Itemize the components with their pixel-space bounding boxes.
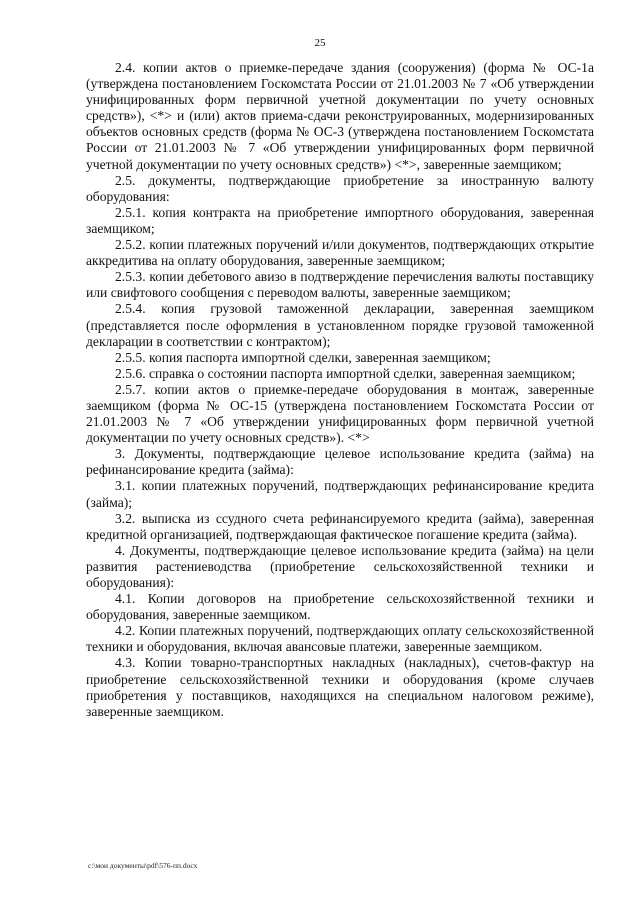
paragraph-4: 4. Документы, подтверждающие целевое использование кредита (займа) на цели развития растениеводства (приобретение сельскохозяйственной техники и оборудования): — [86, 542, 594, 590]
paragraph-2-5-1: 2.5.1. копия контракта на приобретение импортного оборудования, заверенная заемщиком; — [86, 204, 594, 236]
paragraph-2-5-2: 2.5.2. копии платежных поручений и/или документов, подтверждающих открытие аккредитива на оплату оборудования, заверенные заемщиком; — [86, 237, 594, 269]
paragraph-2-5-4: 2.5.4. копия грузовой таможенной декларации, заверенная заемщиком (представляется после оформления в установленном порядке грузовой таможенной декларации в соответствии с контрактом); — [86, 301, 594, 349]
paragraph-4-1: 4.1. Копии договоров на приобретение сельскохозяйственной техники и оборудования, заверенные заемщиком. — [86, 591, 594, 623]
paragraph-3-1: 3.1. копии платежных поручений, подтверждающих рефинансирование кредита (займа); — [86, 478, 594, 510]
page-number: 25 — [314, 37, 326, 49]
paragraph-4-2: 4.2. Копии платежных поручений, подтверждающих оплату сельскохозяйственной техники и оборудования, включая авансовые платежи, заверенные заемщиком. — [86, 623, 594, 655]
paragraph-4-3: 4.3. Копии товарно-транспортных накладных (накладных), счетов-фактур на приобретение сельскохозяйственной техники и оборудования (кроме случаев приобретения у поставщиков, находящихся на специальном налоговом режиме), заверенные заемщиком. — [86, 655, 594, 719]
paragraph-2-5-7: 2.5.7. копии актов о приемке-передаче оборудования в монтаж, заверенные заемщиком (форма № ОС-15 (утверждена постановлением Госкомстата России от 21.01.2003 № 7 «Об утверждении унифицированных форм первичной учетной документации по учету основных средств»). <*> — [86, 381, 594, 446]
paragraph-2-5-5: 2.5.5. копия паспорта импортной сделки, заверенная заемщиком; — [115, 349, 491, 365]
paragraph-2-5-6: 2.5.6. справка о состоянии паспорта импортной сделки, заверенная заемщиком; — [115, 365, 576, 381]
paragraph-2-5-3: 2.5.3. копии дебетового авизо в подтверждение перечисления валюты поставщику или свифтового сообщения с переводом валюты, заверенные заемщиком; — [86, 269, 594, 301]
paragraph-3: 3. Документы, подтверждающие целевое использование кредита (займа) на рефинансирование кредита (займа): — [86, 446, 594, 478]
document-body — [86, 60, 594, 720]
paragraph-3-2: 3.2. выписка из ссудного счета рефинансируемого кредита (займа), заверенная кредитной организацией, подтверждающая фактическое погашение кредита (займа). — [86, 510, 594, 542]
paragraph-2-4: 2.4. копии актов о приемке-передаче здания (сооружения) (форма № ОС-1а (утверждена постановлением Госкомстата России от 21.01.2003 № 7 «Об утверждении унифицированных форм первичной учетной документации по учету основных средств»), <*> и (или) актов приема-сдачи реконструированных, модернизированных объектов основных средств (форма № ОС-3 (утверждена постановлением Госкомстата России от 21.01.2003 № 7 «Об утверждении унифицированных форм первичной учетной документации по учету основных средств») <*>, заверенные заемщиком; — [86, 60, 594, 172]
paragraph-2-5: 2.5. документы, подтверждающие приобретение за иностранную валюту оборудования: — [86, 172, 594, 204]
footer-file-path: c:\мои документы\pdf\576-пп.docx — [88, 861, 198, 870]
